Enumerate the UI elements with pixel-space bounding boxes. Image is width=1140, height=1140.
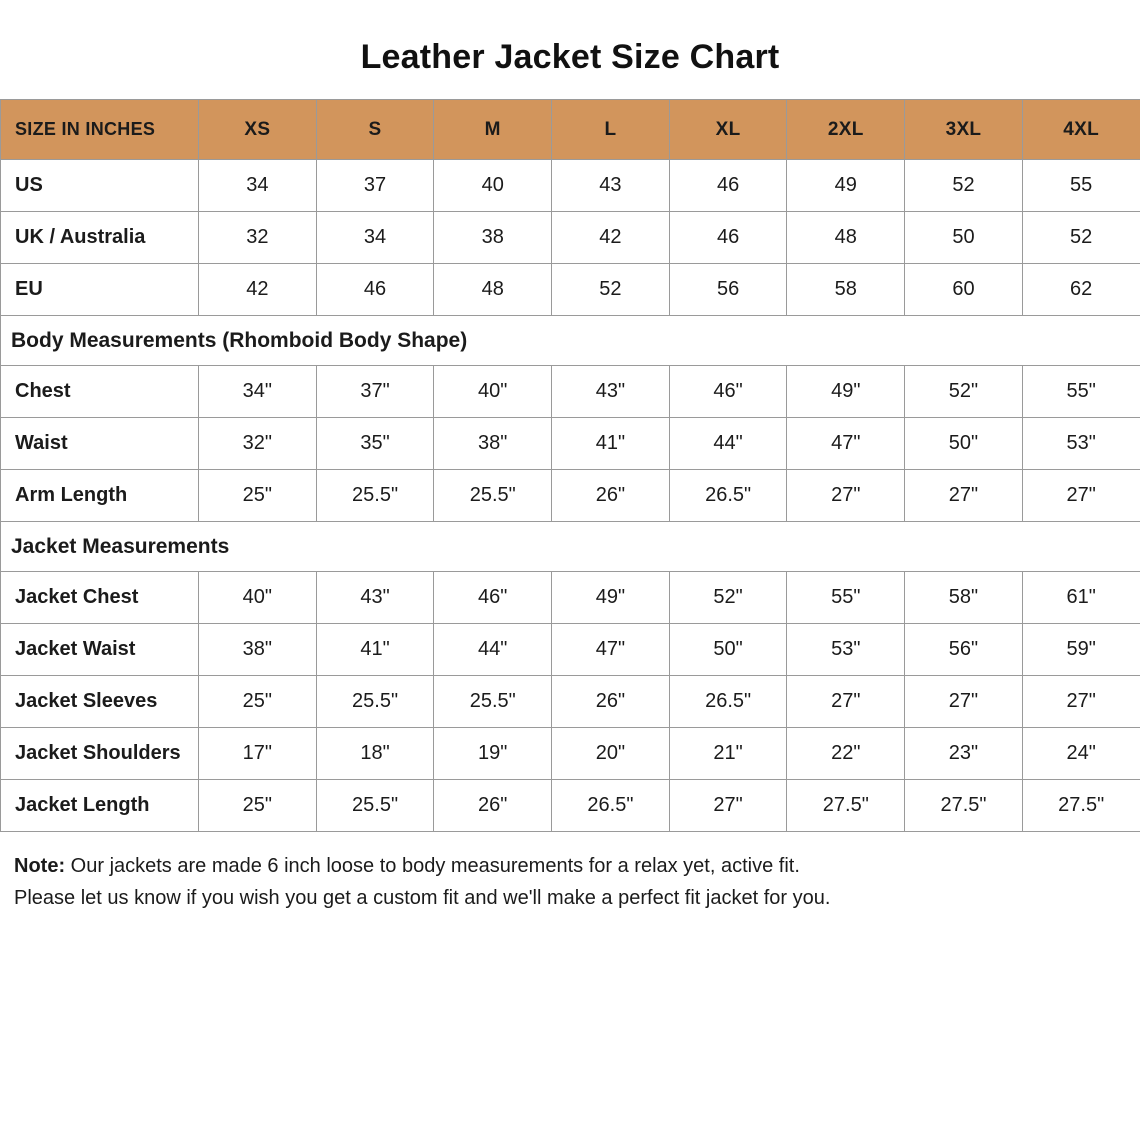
table-row	[1, 624, 1140, 676]
row-label-chest: Chest	[1, 366, 199, 418]
header-size-4xl: 4XL	[1022, 100, 1140, 160]
header-size-xl: XL	[669, 100, 787, 160]
cell-jacket-length-2xl: 27.5"	[787, 780, 905, 832]
cell-waist-l: 41"	[552, 418, 670, 470]
cell-uk-2xl: 48	[787, 212, 905, 264]
cell-uk-xs: 32	[199, 212, 317, 264]
section-title-jacket-measurements: Jacket Measurements	[1, 522, 1140, 572]
row-label-jacket-sleeves: Jacket Sleeves	[1, 676, 199, 728]
row-label-jacket-chest: Jacket Chest	[1, 572, 199, 624]
header-size-3xl: 3XL	[905, 100, 1023, 160]
cell-arm-length-xl: 26.5"	[669, 470, 787, 522]
cell-jacket-chest-s: 43"	[316, 572, 434, 624]
cell-jacket-chest-xs: 40"	[199, 572, 317, 624]
cell-jacket-shoulders-4xl: 24"	[1022, 728, 1140, 780]
cell-us-l: 43	[552, 160, 670, 212]
table-header-row	[1, 100, 1140, 160]
cell-waist-2xl: 47"	[787, 418, 905, 470]
cell-uk-3xl: 50	[905, 212, 1023, 264]
cell-arm-length-m: 25.5"	[434, 470, 552, 522]
cell-jacket-chest-3xl: 58"	[905, 572, 1023, 624]
cell-jacket-waist-s: 41"	[316, 624, 434, 676]
cell-us-2xl: 49	[787, 160, 905, 212]
section-title-body-measurements: Body Measurements (Rhomboid Body Shape)	[1, 316, 1140, 366]
section-header-jacket-measurements	[1, 522, 1140, 572]
row-label-uk-australia: UK / Australia	[1, 212, 199, 264]
table-row	[1, 212, 1140, 264]
cell-jacket-waist-l: 47"	[552, 624, 670, 676]
cell-jacket-chest-4xl: 61"	[1022, 572, 1140, 624]
cell-waist-xs: 32"	[199, 418, 317, 470]
cell-us-m: 40	[434, 160, 552, 212]
cell-us-xs: 34	[199, 160, 317, 212]
cell-chest-l: 43"	[552, 366, 670, 418]
row-label-us: US	[1, 160, 199, 212]
table-row	[1, 418, 1140, 470]
note-prefix: Note:	[14, 855, 66, 877]
cell-jacket-chest-xl: 52"	[669, 572, 787, 624]
cell-jacket-shoulders-xs: 17"	[199, 728, 317, 780]
cell-jacket-length-l: 26.5"	[552, 780, 670, 832]
header-size-2xl: 2XL	[787, 100, 905, 160]
section-header-body-measurements	[1, 316, 1140, 366]
table-body	[1, 160, 1140, 832]
cell-eu-4xl: 62	[1022, 264, 1140, 316]
cell-eu-2xl: 58	[787, 264, 905, 316]
cell-uk-l: 42	[552, 212, 670, 264]
cell-jacket-sleeves-s: 25.5"	[316, 676, 434, 728]
table-row	[1, 572, 1140, 624]
cell-us-3xl: 52	[905, 160, 1023, 212]
cell-jacket-sleeves-m: 25.5"	[434, 676, 552, 728]
cell-jacket-waist-xs: 38"	[199, 624, 317, 676]
cell-arm-length-xs: 25"	[199, 470, 317, 522]
cell-jacket-chest-l: 49"	[552, 572, 670, 624]
cell-us-s: 37	[316, 160, 434, 212]
cell-waist-4xl: 53"	[1022, 418, 1140, 470]
cell-jacket-sleeves-3xl: 27"	[905, 676, 1023, 728]
cell-jacket-chest-2xl: 55"	[787, 572, 905, 624]
cell-jacket-shoulders-2xl: 22"	[787, 728, 905, 780]
note-line-2: Please let us know if you wish you get a custom fit and we'll make a perfect fit jacket for you.	[14, 887, 831, 909]
cell-chest-xs: 34"	[199, 366, 317, 418]
cell-chest-2xl: 49"	[787, 366, 905, 418]
header-size-l: L	[552, 100, 670, 160]
page-title: Leather Jacket Size Chart	[360, 38, 780, 76]
cell-waist-s: 35"	[316, 418, 434, 470]
cell-eu-l: 52	[552, 264, 670, 316]
cell-arm-length-l: 26"	[552, 470, 670, 522]
cell-eu-s: 46	[316, 264, 434, 316]
header-size-xs: XS	[199, 100, 317, 160]
cell-jacket-sleeves-2xl: 27"	[787, 676, 905, 728]
cell-jacket-shoulders-3xl: 23"	[905, 728, 1023, 780]
cell-arm-length-s: 25.5"	[316, 470, 434, 522]
table-row	[1, 160, 1140, 212]
cell-chest-3xl: 52"	[905, 366, 1023, 418]
cell-jacket-waist-m: 44"	[434, 624, 552, 676]
cell-arm-length-4xl: 27"	[1022, 470, 1140, 522]
cell-jacket-length-s: 25.5"	[316, 780, 434, 832]
cell-uk-4xl: 52	[1022, 212, 1140, 264]
cell-chest-m: 40"	[434, 366, 552, 418]
cell-chest-s: 37"	[316, 366, 434, 418]
table-head	[1, 100, 1140, 160]
cell-jacket-shoulders-l: 20"	[552, 728, 670, 780]
cell-jacket-length-xs: 25"	[199, 780, 317, 832]
note-line-1	[14, 850, 1126, 882]
row-label-eu: EU	[1, 264, 199, 316]
cell-waist-m: 38"	[434, 418, 552, 470]
cell-waist-3xl: 50"	[905, 418, 1023, 470]
cell-jacket-length-m: 26"	[434, 780, 552, 832]
cell-jacket-shoulders-s: 18"	[316, 728, 434, 780]
cell-jacket-length-3xl: 27.5"	[905, 780, 1023, 832]
cell-jacket-waist-4xl: 59"	[1022, 624, 1140, 676]
cell-eu-xl: 56	[669, 264, 787, 316]
cell-uk-m: 38	[434, 212, 552, 264]
row-label-arm-length: Arm Length	[1, 470, 199, 522]
cell-jacket-sleeves-xs: 25"	[199, 676, 317, 728]
row-label-jacket-shoulders: Jacket Shoulders	[1, 728, 199, 780]
table-row	[1, 470, 1140, 522]
table-row	[1, 676, 1140, 728]
cell-chest-xl: 46"	[669, 366, 787, 418]
note-text-1: Our jackets are made 6 inch loose to body measurements for a relax yet, active fit.	[65, 855, 800, 877]
header-size-s: S	[316, 100, 434, 160]
cell-jacket-length-4xl: 27.5"	[1022, 780, 1140, 832]
cell-chest-4xl: 55"	[1022, 366, 1140, 418]
size-chart-table	[0, 99, 1140, 832]
header-size-m: M	[434, 100, 552, 160]
row-label-waist: Waist	[1, 418, 199, 470]
cell-us-xl: 46	[669, 160, 787, 212]
cell-jacket-shoulders-xl: 21"	[669, 728, 787, 780]
cell-arm-length-3xl: 27"	[905, 470, 1023, 522]
cell-jacket-waist-3xl: 56"	[905, 624, 1023, 676]
note-block	[0, 832, 1140, 914]
row-label-jacket-length: Jacket Length	[1, 780, 199, 832]
table-row	[1, 728, 1140, 780]
cell-jacket-length-xl: 27"	[669, 780, 787, 832]
table-row	[1, 264, 1140, 316]
table-row	[1, 366, 1140, 418]
row-label-jacket-waist: Jacket Waist	[1, 624, 199, 676]
cell-us-4xl: 55	[1022, 160, 1140, 212]
cell-jacket-shoulders-m: 19"	[434, 728, 552, 780]
cell-eu-m: 48	[434, 264, 552, 316]
cell-eu-xs: 42	[199, 264, 317, 316]
cell-jacket-sleeves-xl: 26.5"	[669, 676, 787, 728]
cell-uk-s: 34	[316, 212, 434, 264]
table-row	[1, 780, 1140, 832]
header-size-in-inches: SIZE IN INCHES	[1, 100, 199, 160]
cell-jacket-chest-m: 46"	[434, 572, 552, 624]
cell-eu-3xl: 60	[905, 264, 1023, 316]
cell-jacket-sleeves-l: 26"	[552, 676, 670, 728]
cell-arm-length-2xl: 27"	[787, 470, 905, 522]
cell-jacket-sleeves-4xl: 27"	[1022, 676, 1140, 728]
cell-waist-xl: 44"	[669, 418, 787, 470]
cell-jacket-waist-xl: 50"	[669, 624, 787, 676]
cell-jacket-waist-2xl: 53"	[787, 624, 905, 676]
cell-uk-xl: 46	[669, 212, 787, 264]
